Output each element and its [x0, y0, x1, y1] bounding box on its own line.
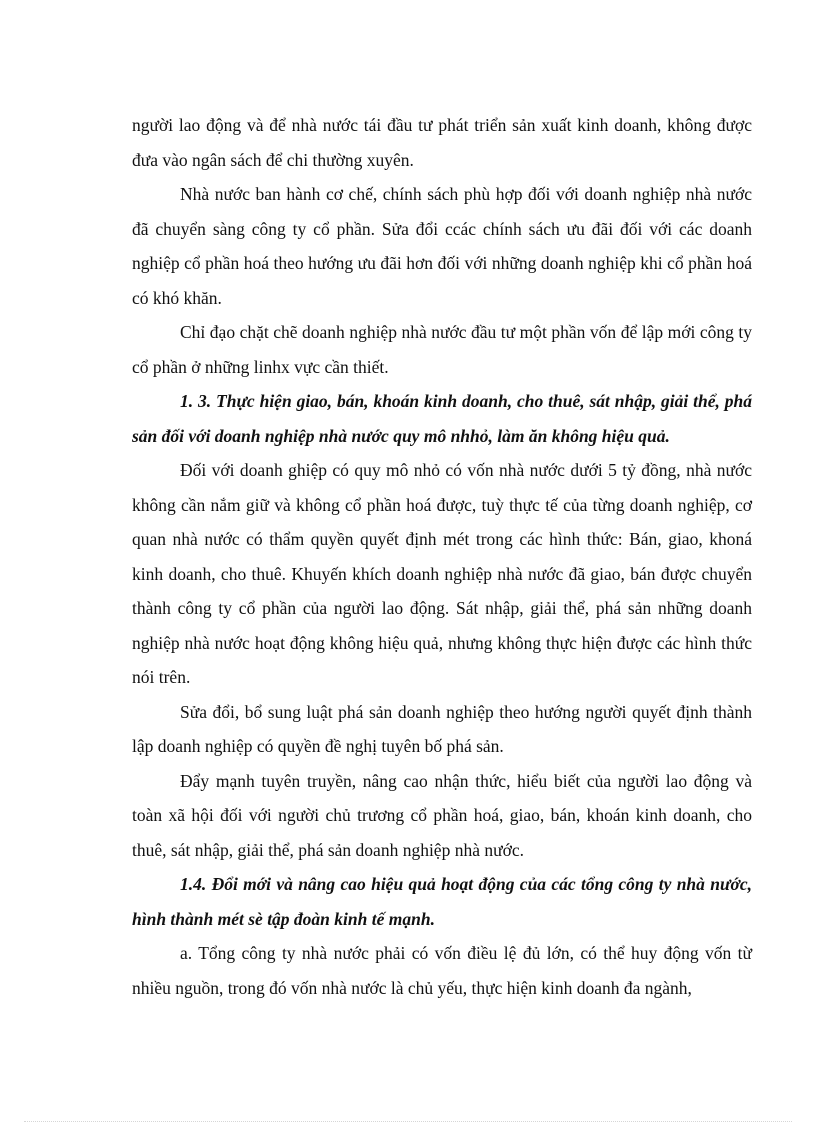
paragraph-propaganda: Đẩy mạnh tuyên truyền, nâng cao nhận thức, hiểu biết của người lao động và toàn xã hội đối với người chủ trương cổ phần hoá, giao, bán, khoán kinh doanh, cho thuê, sát nhập, giải thể, phá sản doanh nghiệp nhà nước. — [132, 770, 752, 860]
paragraph-continuation: người lao động và để nhà nước tái đầu tư phát triển sản xuất kinh doanh, không được đưa vào ngân sách để chi thường xuyên. — [132, 115, 752, 170]
section-heading-1-4: 1.4. Đổi mới và nâng cao hiệu quả hoạt động của các tổng công ty nhà nước, hình thành mét sè tập đoàn kinh tế mạnh. — [132, 874, 752, 929]
paragraph-bankruptcy-law: Sửa đổi, bổ sung luật phá sản doanh nghiệp theo hướng người quyết định thành lập doanh nghiệp có quyền đề nghị tuyên bố phá sản. — [132, 701, 752, 756]
paragraph-policy-mechanism: Nhà nước ban hành cơ chế, chính sách phù hợp đối với doanh nghiệp nhà nước đã chuyển sàng công ty cổ phần. Sửa đổi ccác chính sách ưu đãi đối với các doanh nghiệp cổ phần hoá theo hướng ưu đãi hơn đối với những doanh nghiệp khi cổ phần hoá có khó khăn. — [132, 184, 752, 308]
document-body — [132, 108, 752, 1005]
paragraph-small-enterprises: Đối với doanh ghiệp có quy mô nhỏ có vốn nhà nước dưới 5 tỷ đồng, nhà nước không cần nắm giữ và không cổ phần hoá được, tuỳ thực tế của từng doanh nghiệp, cơ quan nhà nước có thẩm quyền quyết định mét trong các hình thức: Bán, giao, khoná kinh doanh, cho thuê. Khuyến khích doanh nghiệp nhà nước đã giao, bán được chuyển thành công ty cổ phần của người lao động. Sát nhập, giải thể, phá sản những doanh nghiệp nhà nước hoạt động không hiệu quả, nhưng không thực hiện được các hình thức nói trên. — [132, 460, 752, 687]
paragraph-corporations: a. Tổng công ty nhà nước phải có vốn điều lệ đủ lớn, có thể huy động vốn từ nhiều nguồn, trong đó vốn nhà nước là chủ yếu, thực hiện kinh doanh đa ngành, — [132, 943, 752, 998]
paragraph-direct-investment: Chỉ đạo chặt chẽ doanh nghiệp nhà nước đầu tư một phần vốn để lập mới công ty cổ phần ở những linhx vực cần thiết. — [132, 322, 752, 377]
page-bottom-divider — [24, 1121, 792, 1122]
section-heading-1-3: 1. 3. Thực hiện giao, bán, khoán kinh doanh, cho thuê, sát nhập, giải thể, phá sản đối với doanh nghiệp nhà nước quy mô nhhỏ, làm ăn không hiệu quả. — [132, 391, 752, 446]
